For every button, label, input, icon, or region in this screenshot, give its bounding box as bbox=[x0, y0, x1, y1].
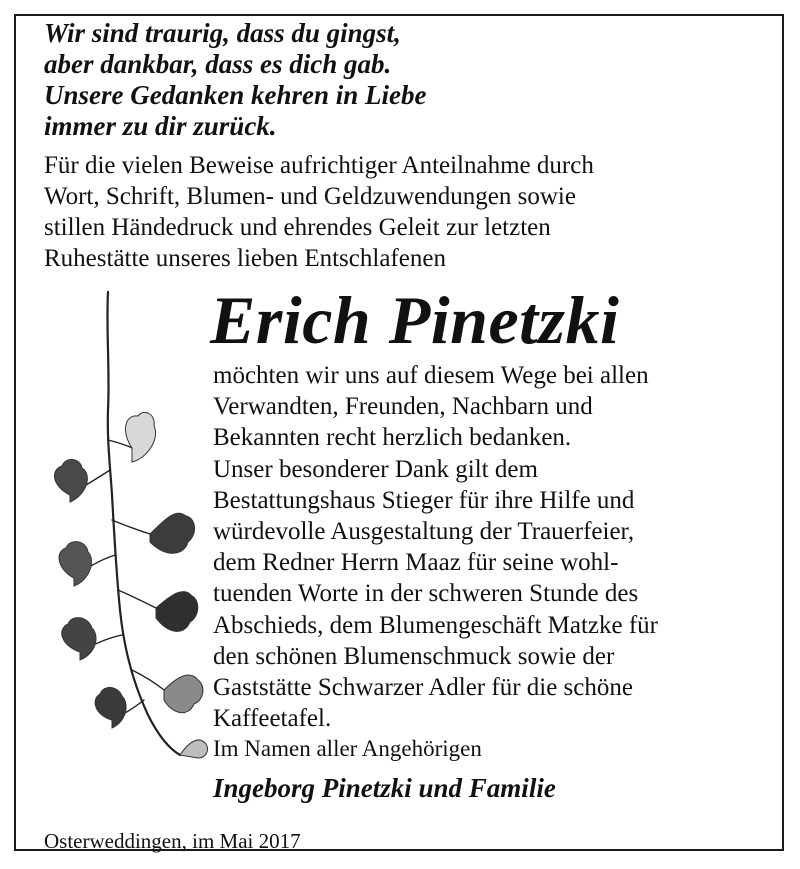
leaf-branch-illustration bbox=[40, 290, 210, 760]
body-line: den schönen Blumenschmuck sowie der bbox=[213, 642, 615, 670]
body-line: Bestattungshaus Stieger für ihre Hilfe und bbox=[213, 486, 635, 514]
thanks-line: stillen Händedruck und ehrendes Geleit zur letzten bbox=[44, 214, 551, 241]
thanks-line: Wort, Schrift, Blumen- und Geldzuwendungen sowie bbox=[44, 183, 576, 210]
intro-line: aber dankbar, dass es dich gab. bbox=[44, 49, 392, 79]
acknowledgement-text bbox=[213, 360, 658, 734]
place-date: Osterweddingen, im Mai 2017 bbox=[44, 829, 301, 853]
body-line: würdevolle Ausgestaltung der Trauerfeier, bbox=[213, 518, 635, 546]
body-line: dem Redner Herrn Maaz für seine wohl- bbox=[213, 549, 619, 577]
thanks-line: Ruhestätte unseres lieben Entschlafenen bbox=[44, 245, 446, 272]
intro-verse bbox=[44, 18, 426, 142]
deceased-name: Erich Pinetzki bbox=[210, 282, 620, 358]
thanks-paragraph bbox=[44, 150, 594, 274]
body-line: Gaststätte Schwarzer Adler für die schöne bbox=[213, 674, 633, 702]
body-line: Bekannten recht herzlich bedanken. bbox=[213, 424, 572, 452]
body-line: Verwandten, Freunden, Nachbarn und bbox=[213, 393, 593, 421]
body-line: Abschieds, dem Blumengeschäft Matzke für bbox=[213, 611, 659, 639]
intro-line: Unsere Gedanken kehren in Liebe bbox=[44, 80, 427, 110]
thanks-line: Für die vielen Beweise aufrichtiger Anteilnahme durch bbox=[44, 152, 594, 179]
body-line: tuenden Worte in der schweren Stunde des bbox=[213, 580, 639, 608]
body-line: Kaffeetafel. bbox=[213, 705, 332, 733]
intro-line: Wir sind traurig, dass du gingst, bbox=[44, 18, 401, 48]
signature-name: Ingeborg Pinetzki und Familie bbox=[213, 773, 556, 803]
body-line: Unser besonderer Dank gilt dem bbox=[213, 455, 538, 483]
intro-line: immer zu dir zurück. bbox=[44, 111, 277, 141]
signature-intro: Im Namen aller Angehörigen bbox=[213, 736, 482, 761]
body-line: möchten wir uns auf diesem Wege bei allen bbox=[213, 362, 649, 389]
